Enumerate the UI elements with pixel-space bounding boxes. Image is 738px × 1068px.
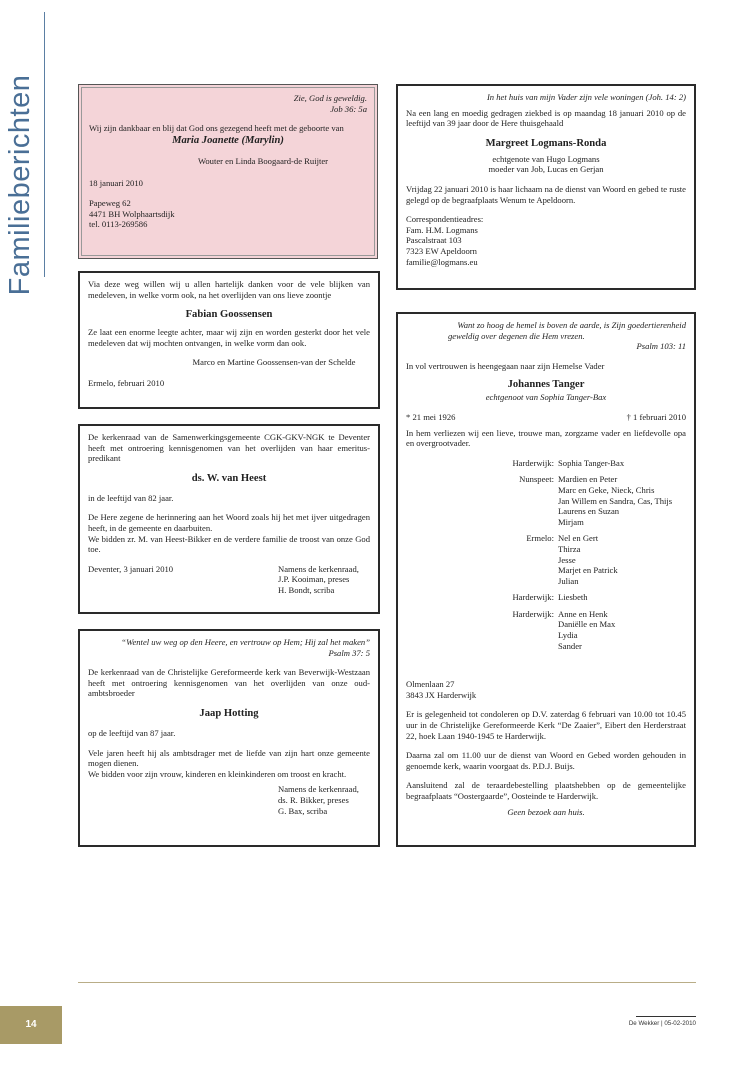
signature-line-3: G. Bax, scriba	[278, 805, 328, 816]
family-place: Harderwijk:	[512, 608, 554, 619]
address-line-2: 4471 BH Wolphaartsdijk	[89, 208, 175, 219]
family-place	[406, 544, 554, 555]
obituary-body: Vrijdag 22 januari 2010 is haar lichaam na de dienst van Woord en gebed te ruste gelegd op de begraafplaats Wenum te Apeldoorn.	[406, 183, 686, 205]
notice-body: Ze laat een enorme leegte achter, maar wij zijn en worden gesterkt door het vele medeleven dat wij mochten ontvangen, in welke vorm dan ook.	[88, 327, 370, 348]
obituary-logmans-ronda	[396, 84, 696, 290]
obituary-body-2: We bidden voor zijn vrouw, kinderen en kleinkinderen om troost en kracht.	[88, 768, 347, 779]
child-name: Maria Joanette (Marylin)	[172, 134, 284, 146]
life-dates	[406, 412, 686, 423]
quote: “Wentel uw weg op den Heere, en vertrouw op Hem; Hij zal het maken”	[121, 637, 370, 647]
family-list	[406, 458, 686, 652]
place-date: Ermelo, februari 2010	[88, 377, 165, 388]
family-member: Julian	[558, 575, 579, 586]
family-place	[406, 506, 554, 517]
family-member: Sander	[558, 640, 582, 651]
signature-block	[88, 784, 370, 816]
thank-you-notice	[78, 271, 380, 409]
signature-line-1: Namens de kerkenraad,	[278, 784, 359, 795]
family-place: Harderwijk:	[512, 592, 554, 603]
birth-date: 18 januari 2010	[89, 178, 143, 189]
quote-ref: Psalm 103: 11	[636, 341, 686, 352]
family-member: Thirza	[558, 543, 581, 554]
obituary-body-2: We bidden zr. M. van Heest-Bikker en de verdere familie de troost van onze God toe.	[88, 533, 370, 555]
obituary-body-1: Vele jaren heeft hij als ambtsdrager met de liefde van zijn hart onze gemeente mogen dienen.	[88, 747, 370, 769]
deceased-name: ds. W. van Heest	[191, 472, 267, 484]
family-place	[406, 496, 554, 507]
family-member: Mardien en Peter	[558, 474, 618, 485]
address-line-1: Papeweg 62	[89, 197, 131, 208]
footer-line	[636, 1016, 696, 1017]
family-place	[406, 517, 554, 528]
family-member: Laurens en Suzan	[558, 506, 620, 517]
quote-line-2: geweldig over degenen die Hem vrezen.	[448, 330, 585, 341]
signature-line-2: ds. R. Bikker, preses	[278, 794, 349, 805]
relation-1: echtgenote van Hugo Logmans	[492, 153, 600, 164]
family-place	[406, 619, 554, 630]
quote-ref: Psalm 37: 5	[328, 647, 370, 658]
family-member: Jan Willem en Sandra, Cas, Thijs	[558, 495, 673, 506]
family-place: Nunspeet:	[519, 474, 554, 485]
obituary-intro: Na een lang en moedig gedragen ziekbed is op maandag 18 januari 2010 op de leeftijd van 39 jaar door de Here thuisgehaald	[406, 107, 686, 129]
announcement-text: Wij zijn dankbaar en blij dat God ons gezegend heeft met de geboorte van	[89, 123, 344, 134]
section-title: Familieberichten	[4, 74, 36, 296]
obituary-tanger	[396, 312, 696, 847]
family-member: Liesbeth	[558, 592, 588, 603]
deceased-name: Jaap Hotting	[199, 707, 259, 719]
family-place	[406, 555, 554, 566]
obituary-intro: In vol vertrouwen is heengegaan naar zijn Hemelse Vader	[406, 360, 605, 371]
signature-line-2: J.P. Kooiman, preses	[278, 574, 350, 585]
signature-line-3: H. Bondt, scriba	[278, 584, 335, 595]
place-date: Deventer, 3 januari 2010	[88, 563, 174, 574]
family-place	[406, 576, 554, 587]
obituary-hotting	[78, 629, 380, 847]
quote: Zie, God is geweldig.	[293, 93, 367, 103]
obituary-body-1: De Here zegene de herinnering aan het Woord zoals hij het met ijver uitgedragen heeft, in de gemeente en daarbuiten.	[88, 512, 370, 533]
age: op de leeftijd van 87 jaar.	[88, 727, 176, 738]
signature-block	[88, 564, 370, 596]
correspondence-line-3: 7323 EW Apeldoorn	[406, 245, 477, 256]
address-line-2: 3843 JX Harderwijk	[406, 689, 477, 700]
service-info: Daarna zal om 11.00 uur de dienst van Woord en Gebed worden gehouden in genoemde kerk, waarin voorgaat ds. P.D.J. Buijs.	[406, 750, 686, 771]
family-member: Marjet en Patrick	[558, 565, 618, 576]
deceased-name: Johannes Tanger	[507, 379, 585, 391]
spouse: echtgenoot van Sophia Tanger-Bax	[485, 392, 607, 403]
quote-ref: Job 36: 5a	[330, 103, 367, 114]
parents: Wouter en Linda Boogaard-de Ruijter	[197, 155, 329, 166]
family-member: Sophia Tanger-Bax	[558, 457, 625, 468]
family-member: Marc en Geke, Nieck, Chris	[558, 484, 655, 495]
burial-info: Aansluitend zal de teraardebestelling plaatshebben op de gemeentelijke begraafplaats “Oostergaarde”, Oosteinde te Harderwijk.	[406, 780, 686, 801]
family-member: Jesse	[558, 554, 576, 565]
family-place: Ermelo:	[526, 533, 554, 544]
family-member: Daniëlle en Max	[558, 619, 616, 630]
family-place: Harderwijk:	[512, 457, 554, 468]
age: in de leeftijd van 82 jaar.	[88, 492, 174, 503]
correspondence-email: familie@logmans.eu	[406, 256, 478, 267]
address-line-1: Olmenlaan 27	[406, 679, 455, 690]
footer-publication: De Wekker | 05-02-2010	[628, 1020, 696, 1027]
family-place	[406, 630, 554, 641]
signature-line-1: Namens de kerkenraad,	[278, 563, 359, 574]
birth-announcement	[78, 84, 378, 259]
signed-by: Marco en Martine Goossensen-van der Schelde	[192, 357, 356, 368]
family-place	[406, 565, 554, 576]
obituary-intro: De kerkenraad van de Christelijke Gereformeerde kerk van Beverwijk-Westzaan heeft met ontroering kennisgenomen van het overlijden van onze oud-ambtsbroeder	[88, 667, 370, 699]
quote: In het huis van mijn Vader zijn vele woningen (Joh. 14: 2)	[486, 92, 686, 102]
correspondence-line-1: Fam. H.M. Logmans	[406, 224, 478, 235]
page-number: 14	[0, 1006, 62, 1044]
obituary-intro: De kerkenraad van de Samenwerkingsgemeente CGK-GKV-NGK te Deventer heeft met ontroering kennisgenomen van het overlijden van haar emerituspredikant	[88, 432, 370, 464]
deceased-name: Fabian Goossensen	[185, 309, 273, 321]
obituary-van-heest	[78, 424, 380, 614]
notice-text: Via deze weg willen wij u allen hartelijk danken voor de vele blijken van medeleven, in welke vorm ook, na het overlijden van ons lieve zoontje	[88, 279, 370, 300]
family-place	[406, 485, 554, 496]
section-rule	[44, 12, 45, 277]
correspondence-label: Correspondentieadres:	[406, 214, 484, 225]
quote-line-1: Want zo hoog de hemel is boven de aarde, is Zijn goedertierenheid	[457, 320, 686, 330]
family-member: Mirjam	[558, 516, 584, 527]
phone: tel. 0113-269586	[89, 219, 148, 230]
birth-date: * 21 mei 1926	[406, 411, 456, 422]
family-member: Anne en Henk	[558, 608, 608, 619]
deceased-name: Margreet Logmans-Ronda	[485, 137, 607, 149]
obituary-body: In hem verliezen wij een lieve, trouwe man, zorgzame vader en liefdevolle opa en overgrootvader.	[406, 427, 686, 449]
correspondence-line-2: Pascalstraat 103	[406, 235, 462, 246]
footer-rule	[78, 982, 696, 983]
relation-2: moeder van Job, Lucas en Gerjan	[488, 164, 604, 175]
family-place	[406, 641, 554, 652]
death-date: † 1 februari 2010	[626, 411, 686, 422]
condolence-info: Er is gelegenheid tot condoleren op D.V. zaterdag 6 februari van 10.00 tot 10.45 uur in de Christelijke Gereformeerde Kerk “De Zaaier”, Eibert den Herderstraat 22, hoek Laan 1940-1945 te Harderwijk.	[406, 709, 686, 741]
family-member: Nel en Gert	[558, 533, 599, 544]
no-visit-note: Geen bezoek aan huis.	[507, 806, 585, 817]
family-member: Lydia	[558, 630, 578, 641]
